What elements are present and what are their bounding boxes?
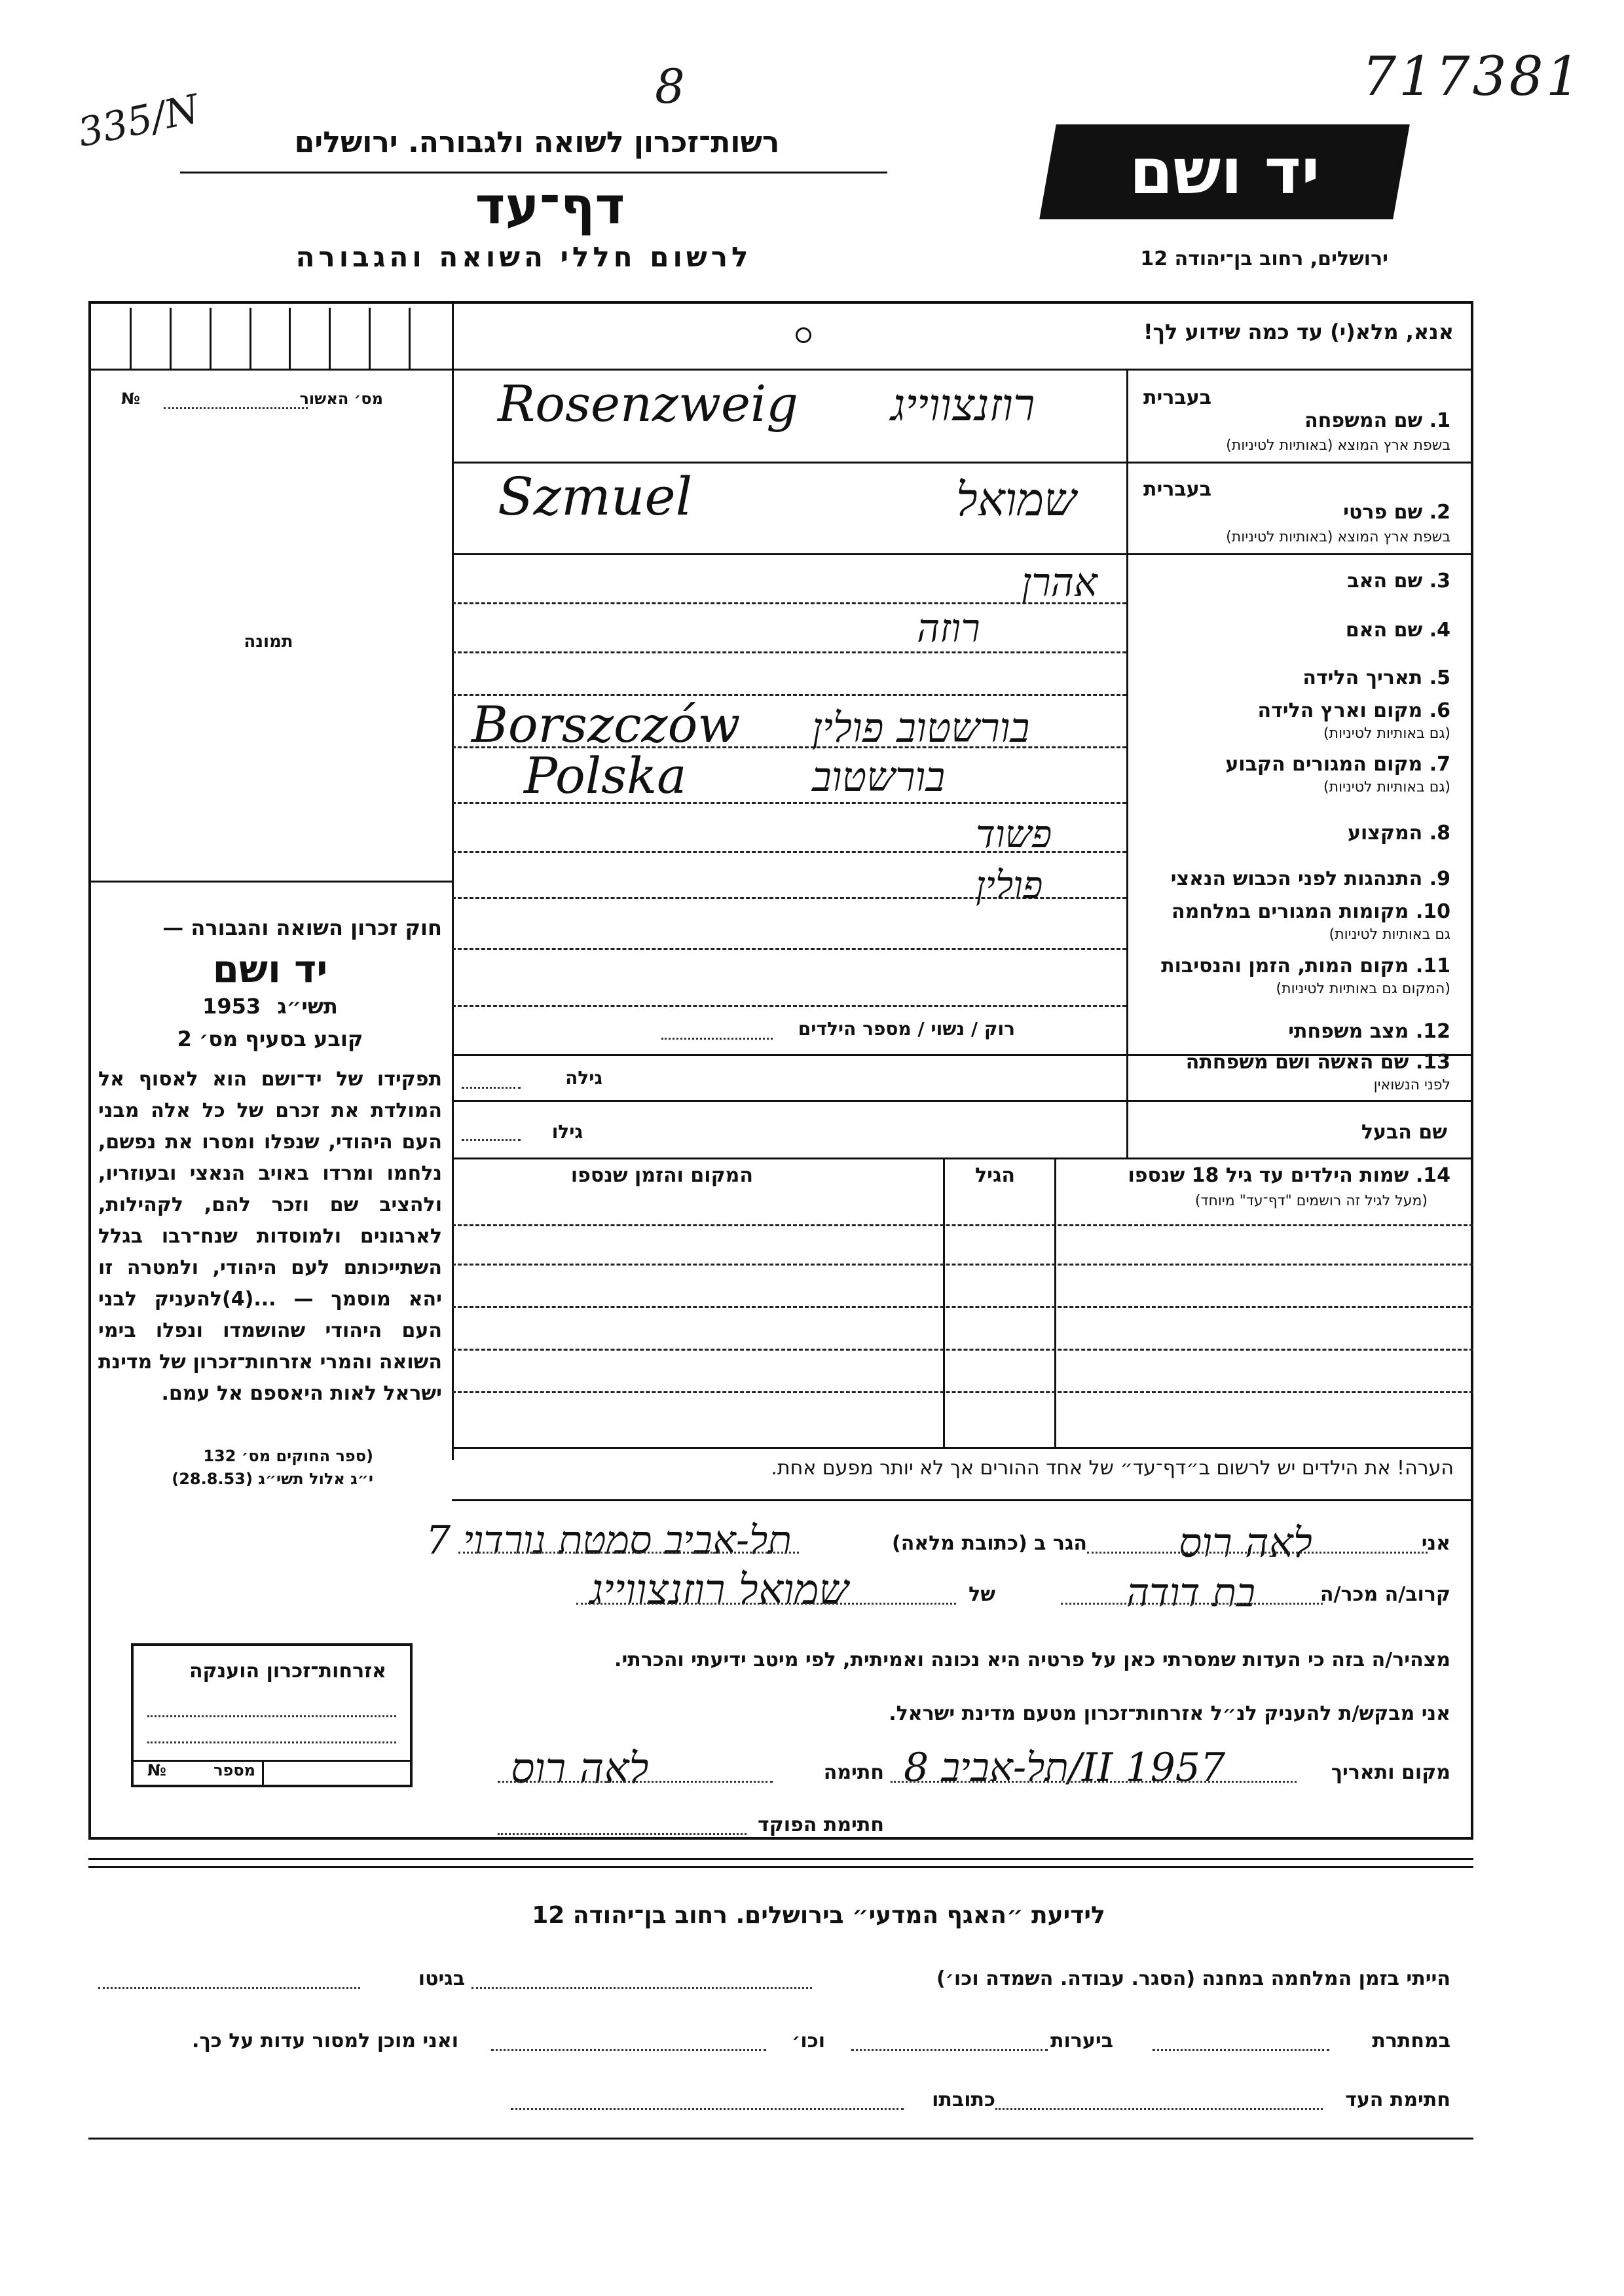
bottom-witness-sig: חתימת העד (1345, 2088, 1450, 2111)
law-ref-2: י״ג אלול תשי״ג (28.8.53) (172, 1470, 373, 1488)
cert-divider (262, 1761, 264, 1786)
law-clause: קובע בסעיף מס׳ 2 (177, 1027, 363, 1051)
bottom-forests: ביערות (1050, 2030, 1113, 2052)
birth-place-hebrew: בורשטוב פולין (812, 704, 1030, 752)
law-ref-1: (ספר החוקים מס׳ 132 (203, 1447, 373, 1465)
row-rule-4 (452, 651, 1126, 653)
birth-place-latin: Borszczów (471, 695, 741, 754)
decl-signature-line (498, 1781, 773, 1783)
bottom-camp-line (471, 1987, 812, 1989)
husband-age-label: גילו (551, 1121, 583, 1142)
children-col-1 (943, 1157, 945, 1447)
decl-i: אני (1421, 1532, 1450, 1555)
children-bottom-rule (452, 1447, 1473, 1449)
field-13-label: 13. שם האשה ושם משפחתה (1185, 1051, 1450, 1074)
husband-label: שם הבעל (1361, 1121, 1447, 1144)
approval-no-sign: № (121, 390, 140, 408)
field-11-sub: (המקום גם באותיות לטיניות) (1276, 981, 1450, 997)
field-14-sub: (מעל לגיל זה רושמים "דף־עד" מיוחד) (1194, 1193, 1428, 1209)
label-column-divider (1126, 369, 1128, 1157)
children-row-4 (452, 1349, 1473, 1351)
field-9-label: 9. התנהגות לפני הכבוש הנאצי (1170, 867, 1450, 890)
first-name-hebrew: שמואל (956, 473, 1077, 526)
decl-relative: קרוב/ה מכר/ה (1320, 1583, 1450, 1606)
declarant-address: תל-אביב סמטת נורדוי 7 (426, 1518, 792, 1563)
field-1-label: 1. שם המשפחה (1304, 409, 1450, 432)
decl-of-line (576, 1603, 956, 1605)
signature: לאה רוס (511, 1745, 649, 1793)
address: ירושלים, רחוב בן־יהודה 12 (1140, 247, 1388, 270)
law-name: יד ושם (212, 947, 328, 991)
children-note: הערה! את הילדים יש לרשום ב״דף־עד״ של אחד ההורים אך לא יותר מפעם אחת. (771, 1457, 1454, 1480)
field-13-sub: לפני הנשואין (1373, 1077, 1450, 1093)
field-4-label: 4. שם האם (1345, 619, 1450, 642)
left-top-rule (90, 369, 452, 371)
bottom-line1: הייתי בזמן המלחמה במחנה (הסגר. עבודה. השמדה וכו׳) (936, 1967, 1450, 1990)
law-year-hebrew: תשי״ג (277, 994, 338, 1019)
decl-address-line (458, 1552, 799, 1554)
row-rule-14 (452, 1157, 1473, 1159)
decl-name-line (1087, 1552, 1428, 1554)
decl-place-date-line (891, 1781, 1297, 1783)
bottom-ready: ואני מוכן למסור עדות על כך. (192, 2030, 458, 2052)
decl-request: אני מבקש/ת להעניק לנ״ל אזרחות־זכרון מטעם מדינת ישראל. (889, 1702, 1450, 1725)
center-mark (796, 327, 811, 343)
bottom-address-line (511, 2108, 904, 2110)
logo-text: יד ושם (1129, 135, 1320, 208)
authority-name: רשות־זכרון לשואה ולגבורה. ירושלים (294, 126, 780, 159)
cert-title: אזרחות־זכרון הוענקה (189, 1660, 386, 1683)
form-title: דף־עד (475, 177, 625, 236)
photo-bottom-rule (90, 881, 452, 883)
field-1-sub: בשפת ארץ המוצא (באותיות לטיניות) (1226, 437, 1450, 454)
war-place-1: פשוד (976, 812, 1052, 856)
please-instruction: אנא, מלא(י) עד כמה שידוע לך! (1143, 319, 1454, 344)
war-place-2: פולין (976, 863, 1043, 907)
row-rule-1 (452, 462, 1473, 464)
archive-mark: 335/N (73, 86, 204, 156)
bottom-underground-line (1153, 2049, 1329, 2051)
residence-hebrew: בורשטוב (812, 753, 946, 801)
bottom-address: כתובתו (932, 2088, 995, 2111)
approval-number-label: מס׳ האשור (299, 390, 383, 408)
children-count-line (661, 1038, 773, 1040)
children-col-2 (1054, 1157, 1056, 1447)
bottom-witness-sig-line (995, 2108, 1323, 2110)
field-10-sub: גם באותיות לטיניות) (1329, 926, 1450, 943)
field-8-label: 8. המקצוע (1347, 822, 1450, 845)
left-column-divider (452, 301, 454, 1460)
approval-number-line (164, 407, 308, 409)
bottom-forests-line (851, 2049, 1048, 2051)
authority-underline (180, 172, 887, 173)
bottom-ghetto: בגיטו (418, 1967, 465, 1990)
decl-relation-line (1061, 1603, 1323, 1605)
father-name: אהרן (1022, 560, 1098, 606)
bottom-rule-1 (88, 1858, 1473, 1860)
decl-living: הגר ב (כתובת מלאה) (891, 1532, 1087, 1555)
decl-declares: מצהיר/ה בזה כי העדות שמסרתי כאן על פרטיה היא נכונה ואמיתית, לפי מיטב ידיעתי והכרתי. (614, 1649, 1450, 1671)
page-number-mark: 8 (655, 59, 685, 114)
declarant-name: לאה רוס (1179, 1519, 1312, 1567)
bottom-rule-2 (88, 1866, 1473, 1868)
law-text: תפקידו של יד־ושם הוא לאסוף אל המולדת את זכרם של כל אלה מבני העם היהודי, שנפלו ומסרו את נפשם, נלחמו ומרדו באויב הנאצי ובעוזריו, ולהציב שם וזכר להם, לקהילות, לארגונים ולמוסדות שנח־רבו בגלל השתייכותם לעם היהודי, ולמטרה זו יהא מוסמך — ...(4)להעניק לבני העם היהודי שהושמדו ונפלו בימי השואה והמרי אזרחות־זכרון של מדינת ישראל לאות היאספם אל עמם. (98, 1068, 442, 1405)
mother-name: רוזה (917, 606, 980, 651)
bottom-etc: וכו׳ (792, 2030, 825, 2052)
wife-age-label: גילה (565, 1067, 602, 1089)
children-row-2 (452, 1264, 1473, 1266)
field-14-label: 14. שמות הילדים עד גיל 18 שנספו (1128, 1164, 1450, 1187)
field-12-label: 12. מצב משפחתי (1288, 1020, 1450, 1043)
decl-officer-label: חתימת הפוקד (758, 1813, 884, 1836)
field-7-label: 7. מקום המגורים הקבוע (1225, 753, 1450, 776)
law-year (98, 994, 442, 1019)
cert-no-sign: № (147, 1761, 166, 1779)
row-rule-11 (452, 1005, 1126, 1007)
row-rule-2 (452, 553, 1473, 555)
law-year-number: 1953 (202, 994, 261, 1019)
form-top-rule (452, 369, 1473, 371)
decl-place-date-label: מקום ותאריך (1331, 1761, 1450, 1784)
tally-boxes (92, 308, 449, 370)
field-6-label: 6. מקום וארץ הלידה (1257, 699, 1450, 722)
decl-signature-label: חתימה (823, 1761, 884, 1784)
husband-age-line (462, 1139, 521, 1141)
field-2-sub: בשפת ארץ המוצא (באותיות לטיניות) (1226, 529, 1450, 545)
row-rule-10 (452, 948, 1126, 950)
law-title: חוק זכרון השואה והגבורה — (162, 915, 442, 940)
row-rule-13 (452, 1100, 1473, 1102)
record-number: 717381 (1362, 46, 1583, 108)
form-subtitle: לרשום חללי השואה והגבורה (295, 241, 752, 273)
children-row-3 (452, 1306, 1473, 1308)
field-10-label: 10. מקומות המגורים במלחמה (1172, 900, 1450, 923)
bottom-frame-rule (88, 2138, 1473, 2140)
cert-line-2 (147, 1741, 396, 1743)
surname-latin: Rosenzweig (498, 374, 798, 433)
bottom-etc-line (491, 2049, 766, 2051)
field-11-label: 11. מקום המות, הזמן והנסיבות (1161, 955, 1450, 977)
field-7-sub: (גם באותיות לטיניות) (1323, 779, 1450, 795)
field-3-label: 3. שם האב (1347, 570, 1450, 592)
children-age-header: הגיל (975, 1164, 1015, 1187)
children-row-1 (452, 1224, 1473, 1226)
place-date: תל-אביב 8/II 1957 (904, 1745, 1226, 1791)
cert-number-label: מספר (213, 1761, 255, 1779)
field-2-side: בעברית (1143, 478, 1211, 501)
photo-label: תמונה (244, 632, 293, 651)
bottom-ghetto-line (98, 1987, 360, 1989)
decl-officer-line (498, 1833, 747, 1835)
cert-line-1 (147, 1715, 396, 1717)
children-row-5 (452, 1391, 1473, 1393)
field-5-label: 5. תאריך הלידה (1302, 666, 1450, 689)
decl-of: של (969, 1583, 995, 1606)
field-2-label: 2. שם פרטי (1343, 501, 1450, 524)
cert-number-rule (131, 1760, 413, 1762)
residence-latin: Polska (524, 746, 687, 805)
of-name: שמואל רוזנצווייג (589, 1566, 849, 1614)
note-bottom-rule (452, 1499, 1473, 1501)
yad-vashem-logo (1039, 124, 1410, 219)
field-1-side: בעברית (1143, 386, 1211, 409)
bottom-title: לידיעת ״האגף המדעי״ בירושלים. רחוב בן־יהודה 12 (532, 1902, 1105, 1929)
marital-options: רוק / נשוי / מספר הילדים (798, 1018, 1015, 1040)
children-place-header: המקום והזמן שנספו (570, 1164, 753, 1187)
field-6-sub: (גם באותיות לטיניות) (1323, 725, 1450, 742)
wife-age-line (462, 1087, 521, 1089)
surname-hebrew: רוזנצווייג (891, 380, 1035, 431)
first-name-latin: Szmuel (498, 466, 693, 527)
relation: בת דודה (1126, 1570, 1256, 1616)
bottom-underground: במחתרת (1372, 2030, 1450, 2052)
